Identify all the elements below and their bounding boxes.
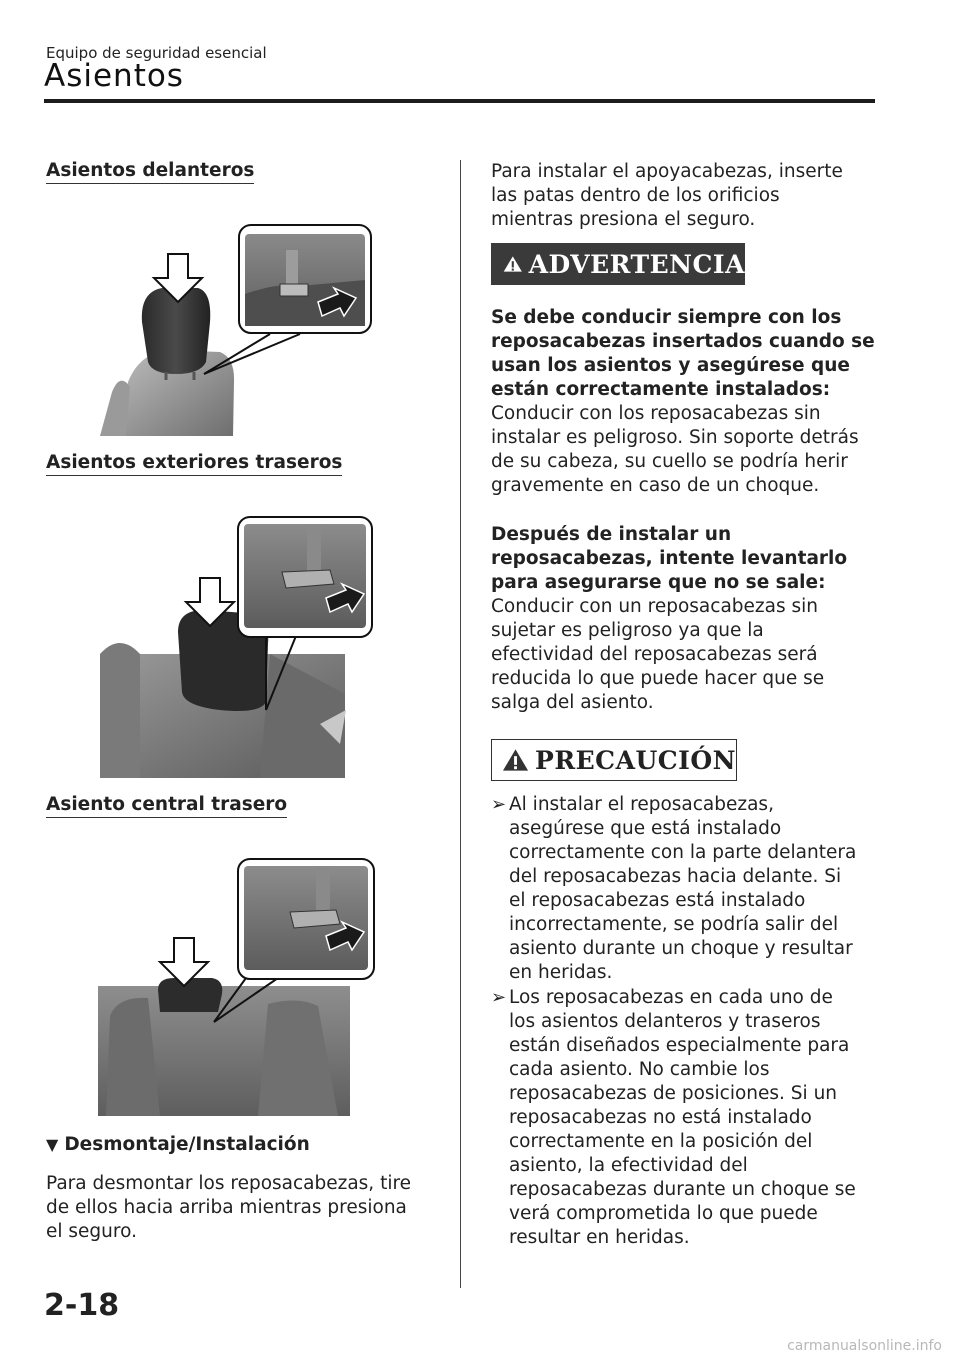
warning1-bold [491,306,881,402]
triangle-down-icon: ▼ [46,1135,59,1154]
caution-line: cada asiento. No cambie los [509,1059,770,1080]
removal-line: el seguro. [46,1221,137,1242]
warning2-line: Conducir con un reposacabezas sin [491,596,818,617]
removal-paragraph [46,1172,411,1244]
warning2-line: sujetar es peligroso ya que la [491,620,764,641]
caution-line: correctamente en la posición del [509,1131,813,1152]
warning1-bold-line: usan los asientos y asegúrese que [491,355,850,376]
removal-line: Para desmontar los reposacabezas, tire [46,1173,412,1194]
caution-line: asegúrese que está instalado [509,818,782,839]
caution-icon [502,747,529,773]
front-seat-headrest-figure [100,222,375,436]
front-seats-heading: Asientos delanteros [46,160,254,184]
caution-line: el reposacabezas está instalado [509,890,806,911]
warning2-bold-line: para asegurarse que no se sale: [491,572,826,593]
caution-line: Los reposacabezas en cada uno de [509,987,833,1008]
warning2-bold [491,523,881,595]
rear-outer-seats-heading: Asientos exteriores traseros [46,452,342,476]
caution-line: correctamente con la parte delantera [509,842,857,863]
caution-line: resultar en heridas. [509,1227,690,1248]
warning-label: ADVERTENCIA [528,249,745,279]
warning2-line: efectividad del reposacabezas será [491,644,818,665]
caution-line: en heridas. [509,962,613,983]
warning1-line: gravemente en caso de un choque. [491,475,820,496]
install-line: las patas dentro de los orificios [491,185,780,206]
warning2-bold-line: Después de instalar un [491,524,732,545]
column-divider [460,160,461,1288]
warning1-bold-line: reposacabezas insertados cuando se [491,331,875,352]
rear-outer-seat-headrest-figure [100,514,376,778]
caution-line: los asientos delanteros y traseros [509,1011,821,1032]
install-line: Para instalar el apoyacabezas, inserte [491,161,843,182]
caution-line: del reposacabezas hacia delante. Si [509,866,842,887]
warning1-line: de su cabeza, su cuello se podría herir [491,451,848,472]
warning-icon [503,251,523,277]
rear-center-seat-headrest-figure [98,856,378,1116]
removal-line: de ellos hacia arriba mientras presiona [46,1197,407,1218]
removal-installation-heading [46,1134,310,1155]
caution-line: reposacabezas de posiciones. Si un [509,1083,838,1104]
section-breadcrumb: Equipo de seguridad esencial [46,44,267,62]
warning1-bold-line: Se debe conducir siempre con los [491,307,842,328]
caution-line: asiento, la efectividad del [509,1155,748,1176]
arrow-bullet-icon: ➢ [491,987,507,1008]
warning1-line: Conducir con los reposacabezas sin [491,403,821,424]
caution-line: asiento durante un choque y resultar [509,938,853,959]
page-title: Asientos [44,58,184,94]
arrow-bullet-icon: ➢ [491,794,507,815]
warning1-bold-line: están correctamente instalados: [491,379,831,400]
warning2-text [491,595,881,715]
caution-line: reposacabezas no está instalado [509,1107,812,1128]
warning-banner [491,243,745,285]
caution-line: están diseñados especialmente para [509,1035,850,1056]
removal-installation-title: Desmontaje/Instalación [64,1134,310,1155]
watermark-text: carmanualsonline.info [787,1338,942,1354]
caution-line: verá comprometida lo que puede [509,1203,818,1224]
install-line: mientras presiona el seguro. [491,209,756,230]
warning1-text [491,402,881,498]
header-rule [44,99,875,103]
caution-label: PRECAUCIÓN [535,745,736,775]
rear-center-seat-heading: Asiento central trasero [46,794,287,818]
install-paragraph [491,160,881,232]
warning2-line: reducida lo que puede hacer que se [491,668,825,689]
caution-line: Al instalar el reposacabezas, [509,794,774,815]
warning2-line: salga del asiento. [491,692,654,713]
warning2-bold-line: reposacabezas, intente levantarlo [491,548,848,569]
page-number: 2-18 [44,1288,120,1323]
warning1-line: instalar es peligroso. Sin soporte detrás [491,427,859,448]
caution-line: incorrectamente, se podría salir del [509,914,839,935]
caution-line: reposacabezas durante un choque se [509,1179,856,1200]
caution-banner [491,739,737,781]
